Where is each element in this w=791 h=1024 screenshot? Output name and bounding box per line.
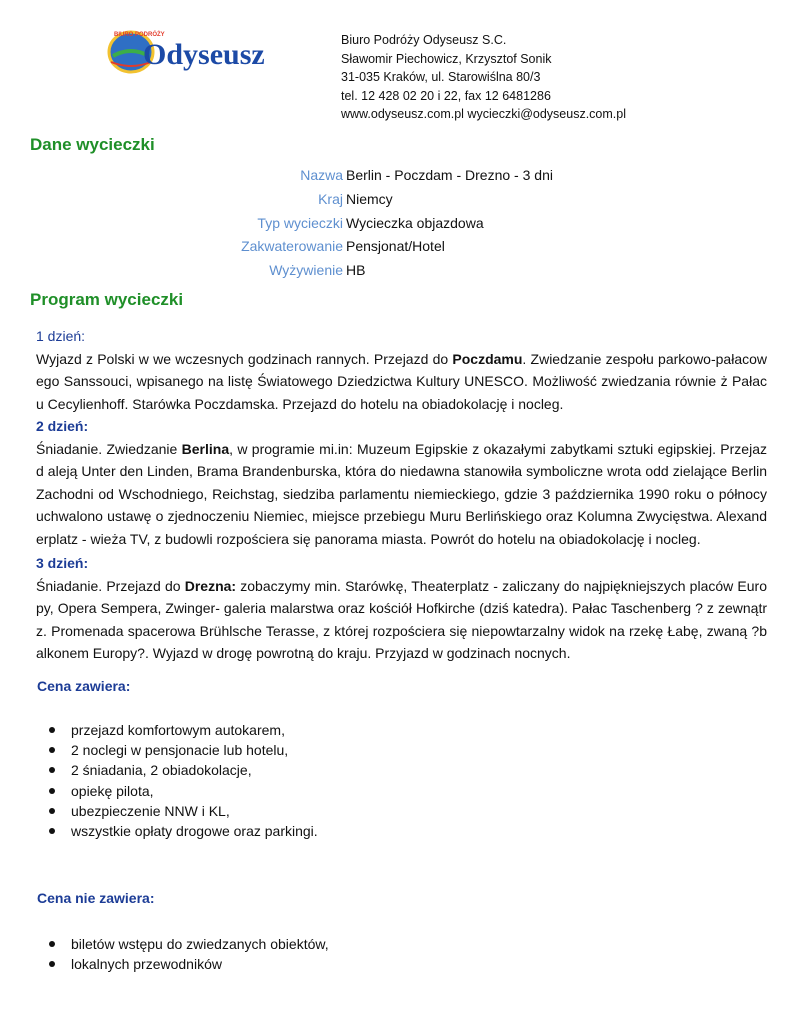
list-item: przejazd komfortowym autokarem, xyxy=(41,720,318,740)
list-item: wszystkie opłaty drogowe oraz parkingi. xyxy=(41,821,318,841)
logo-badge-text: BIURO PODRÓŻY xyxy=(114,32,165,38)
details-value: Niemcy xyxy=(346,190,393,207)
logo-globe-icon xyxy=(105,26,305,78)
details-row xyxy=(30,259,770,283)
includes-heading: Cena zawiera: xyxy=(37,678,131,694)
company-web[interactable]: www.odyseusz.com.pl wycieczki@odyseusz.com.pl xyxy=(341,107,627,122)
details-row xyxy=(30,188,770,212)
company-owners: Sławomir Piechowicz, Krzysztof Sonik xyxy=(341,51,552,66)
details-label: Wyżywienie xyxy=(269,262,343,279)
trip-details xyxy=(30,164,770,283)
day-description: Wyjazd z Polski w we wczesnych godzinach rannych. Przejazd do Poczdamu. Zwiedzanie zespołu parkowo-pałacowego Sanssouci, wpisanego na listę Światowego Dziedzictwa Kultury UNESCO. Możliwość zwiedzania równie ż Pałacu Cecylienhoff. Starówka Poczdamska. Przejazd do hotelu na obiadokolację i nocleg. xyxy=(36,350,767,412)
day-description: Śniadanie. Zwiedzanie Berlina, w programie mi.in: Muzeum Egipskie z okazałymi zabytkami sztuki egipskiej. Przejazd aleją Unter den Linden, Brama Brandenburska, która do niedawna stanowiła symboliczne wrota odd zielające Berlin Zachodni od Wschodniego, Reichstag, siedziba parlamentu niemieckiego, gdzie 3 października 1990 roku o północy uchwalono ustawę o zjednoczeniu Niemiec, miejsce przebiegu Muru Berlińskiego oraz Kolumna Zwycięstwa. Alexanderplatz - wieża TV, z budowli rozpościera się panorama miasta. Powrót do hotelu na obiadokolację i nocleg. xyxy=(36,440,767,547)
details-row xyxy=(30,235,770,259)
excludes-list xyxy=(41,934,329,974)
logo-wordmark: Odyseusz xyxy=(143,38,265,71)
details-heading: Dane wycieczki xyxy=(30,135,155,154)
list-item: lokalnych przewodników xyxy=(41,954,329,974)
program-content xyxy=(36,325,767,665)
day-title: 2 dzień: xyxy=(36,418,89,434)
company-info xyxy=(341,31,626,124)
details-value: HB xyxy=(346,262,366,279)
details-label: Nazwa xyxy=(300,167,343,183)
details-label: Typ wycieczki xyxy=(257,214,343,231)
details-row xyxy=(30,164,770,188)
details-label: Zakwaterowanie xyxy=(241,238,343,255)
details-value: Wycieczka objazdowa xyxy=(346,214,484,231)
list-item: 2 śniadania, 2 obiadokolacje, xyxy=(41,760,318,780)
company-name: Biuro Podróży Odyseusz S.C. xyxy=(341,33,507,47)
list-item: biletów wstępu do zwiedzanych obiektów, xyxy=(41,934,329,954)
details-label: Kraj xyxy=(318,190,343,207)
program-heading: Program wycieczki xyxy=(30,290,184,309)
includes-list xyxy=(41,720,318,841)
company-phone: tel. 12 428 02 20 i 22, fax 12 6481286 xyxy=(341,88,551,103)
list-item: 2 noclegi w pensjonacie lub hotelu, xyxy=(41,740,318,760)
details-value: Pensjonat/Hotel xyxy=(346,238,445,255)
day-description: Śniadanie. Przejazd do Drezna: zobaczymy min. Starówkę, Theaterplatz - zaliczany do najpiękniejszych placów Europy, Opera Sempera, Zwinger- galeria malarstwa oraz kościół Hofkirche (dziś katedra). Pałac Taschenberg ? z zewnątrz. Promenada spacerowa Brühlsche Terasse, z której rozpościera się niepowtarzalny widok na rzekę Łabę, zwaną ?balkonem Europy?. Wyjazd w drogę powrotną do kraju. Przyjazd w godzinach nocnych. xyxy=(36,577,768,661)
list-item: opiekę pilota, xyxy=(41,781,318,801)
excludes-heading: Cena nie zawiera: xyxy=(37,890,155,906)
list-item: ubezpieczenie NNW i KL, xyxy=(41,801,318,821)
details-value: Berlin - Poczdam - Drezno - 3 dni xyxy=(346,167,553,183)
day-title: 1 dzień: xyxy=(36,328,86,344)
company-logo xyxy=(105,26,305,78)
day-title: 3 dzień: xyxy=(36,555,89,571)
company-address: 31-035 Kraków, ul. Starowiślna 80/3 xyxy=(341,70,541,85)
details-row xyxy=(30,212,770,236)
